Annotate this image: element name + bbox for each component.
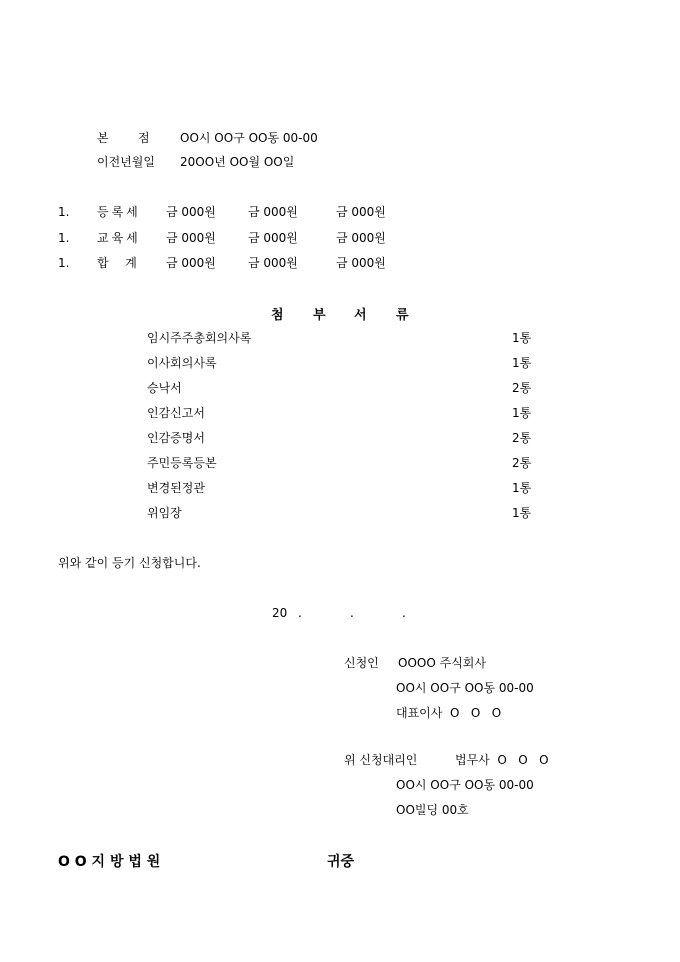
fee-amount-3: 금 000원 bbox=[336, 205, 386, 219]
fee-label: 등록세 bbox=[97, 205, 141, 219]
date-separator: . bbox=[402, 606, 406, 620]
agent-label: 위 신청대리인 bbox=[344, 753, 418, 767]
attachment-name: 위임장 bbox=[147, 506, 182, 520]
head-office-label-2: 점 bbox=[138, 131, 150, 145]
fee-amount-3: 금 000원 bbox=[336, 256, 386, 270]
attachments-title-char: 첨 bbox=[271, 308, 284, 323]
fee-amount-2: 금 000원 bbox=[248, 231, 298, 245]
date-separator: . bbox=[298, 606, 302, 620]
date-year: 20 bbox=[272, 606, 288, 620]
attachment-count: 2통 bbox=[512, 431, 532, 445]
attachment-count: 2통 bbox=[512, 381, 532, 395]
court-name: O O 지 방 법 원 bbox=[58, 854, 161, 870]
fee-amount-2: 금 000원 bbox=[248, 205, 298, 219]
date-separator: . bbox=[350, 606, 354, 620]
fee-number: 1. bbox=[58, 205, 70, 219]
attachment-name: 승낙서 bbox=[147, 381, 182, 395]
fee-amount-3: 금 000원 bbox=[336, 231, 386, 245]
applicant-company: OOOO 주식회사 bbox=[398, 656, 486, 670]
fee-number: 1. bbox=[58, 231, 70, 245]
attachment-name: 주민등록등본 bbox=[147, 456, 217, 470]
fee-amount-2: 금 000원 bbox=[248, 256, 298, 270]
transfer-date-label: 이전년월일 bbox=[97, 155, 155, 169]
applicant-address: OO시 OO구 OO동 00-00 bbox=[396, 681, 534, 695]
attachment-count: 1통 bbox=[512, 506, 532, 520]
agent-title: 법무사 O O O bbox=[455, 753, 549, 767]
head-office-value: OO시 OO구 OO동 00-00 bbox=[180, 131, 318, 145]
attachment-count: 2통 bbox=[512, 456, 532, 470]
agent-building: OO빌딩 00호 bbox=[396, 803, 469, 817]
attachment-name: 변경된정관 bbox=[147, 481, 205, 495]
agent-address: OO시 OO구 OO동 00-00 bbox=[396, 778, 534, 792]
applicant-label: 신청인 bbox=[344, 656, 379, 670]
transfer-date-value: 20OO년 OO월 OO일 bbox=[180, 155, 295, 169]
honorific: 귀중 bbox=[327, 854, 355, 870]
fee-amount-1: 금 000원 bbox=[166, 205, 216, 219]
attachment-name: 인감증명서 bbox=[147, 431, 205, 445]
attachments-title-char: 서 bbox=[354, 308, 367, 323]
attachment-count: 1통 bbox=[512, 481, 532, 495]
fee-amount-1: 금 000원 bbox=[166, 231, 216, 245]
attachment-count: 1통 bbox=[512, 331, 532, 345]
head-office-label-1: 본 bbox=[97, 131, 109, 145]
statement: 위와 같이 등기 신청합니다. bbox=[58, 556, 201, 570]
attachment-name: 이사회의사록 bbox=[147, 356, 217, 370]
attachment-count: 1통 bbox=[512, 406, 532, 420]
fee-amount-1: 금 000원 bbox=[166, 256, 216, 270]
attachment-name: 임시주주총회의사록 bbox=[147, 331, 252, 345]
attachments-title-char: 류 bbox=[396, 308, 409, 323]
fee-label: 교육세 bbox=[97, 231, 141, 245]
attachment-count: 1통 bbox=[512, 356, 532, 370]
attachments-title-char: 부 bbox=[313, 308, 326, 323]
applicant-representative: 대표이사 O O O bbox=[396, 706, 502, 720]
attachment-name: 인감신고서 bbox=[147, 406, 205, 420]
fee-label: 합 계 bbox=[97, 256, 140, 270]
fee-number: 1. bbox=[58, 256, 70, 270]
